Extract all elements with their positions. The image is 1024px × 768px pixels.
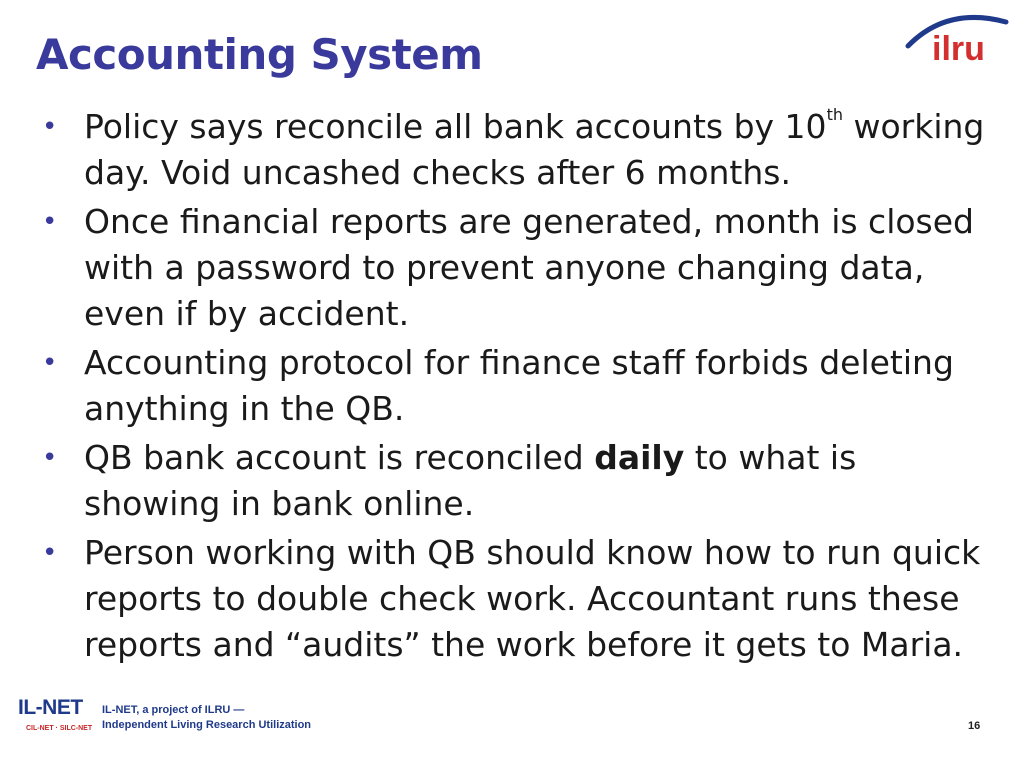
page-number: 16 (968, 720, 981, 732)
bullet-item (42, 199, 1002, 337)
bullet-item (42, 530, 1002, 668)
bullet-dot-icon: • (42, 443, 58, 473)
ilnet-logo: IL-NET (18, 696, 83, 719)
bullet-dot-icon: • (42, 112, 58, 142)
bullet-item (42, 104, 1002, 196)
bold-emphasis: daily (594, 438, 685, 477)
bullet-dot-icon: • (42, 207, 58, 237)
footer-line-2: Independent Living Research Utilization (102, 719, 312, 731)
bullet-item (42, 340, 1002, 432)
ilnet-logo-subtext: CIL-NET · SILC-NET (26, 725, 93, 732)
superscript: th (826, 105, 843, 124)
bullet-text-cont: to what is showing in bank online. (84, 438, 857, 523)
slide-title: Accounting System (36, 30, 483, 79)
bullet-text: Policy says reconcile all bank accounts by 10 (84, 107, 827, 146)
bullet-text: Person working with QB should know how to run quick reports to double check work. Accountant runs these reports and “audits” the work before it gets to Maria. (84, 533, 981, 664)
bullet-text-cont: working day. Void uncashed checks after 6 months. (84, 107, 985, 192)
ilru-logo-text: ilru (932, 30, 985, 68)
bullet-text: Accounting protocol for finance staff forbids deleting anything in the QB. (84, 343, 954, 428)
bullet-dot-icon: • (42, 538, 58, 568)
bullet-item (42, 435, 1002, 527)
bullet-dot-icon: • (42, 348, 58, 378)
ilru-logo-icon (902, 8, 1012, 68)
bullet-list (42, 104, 1002, 671)
bullet-text: Once financial reports are generated, month is closed with a password to prevent anyone changing data, even if by accident. (84, 202, 975, 333)
footer-line-1: IL-NET, a project of ILRU — (102, 704, 245, 716)
bullet-text: QB bank account is reconciled (84, 438, 595, 477)
